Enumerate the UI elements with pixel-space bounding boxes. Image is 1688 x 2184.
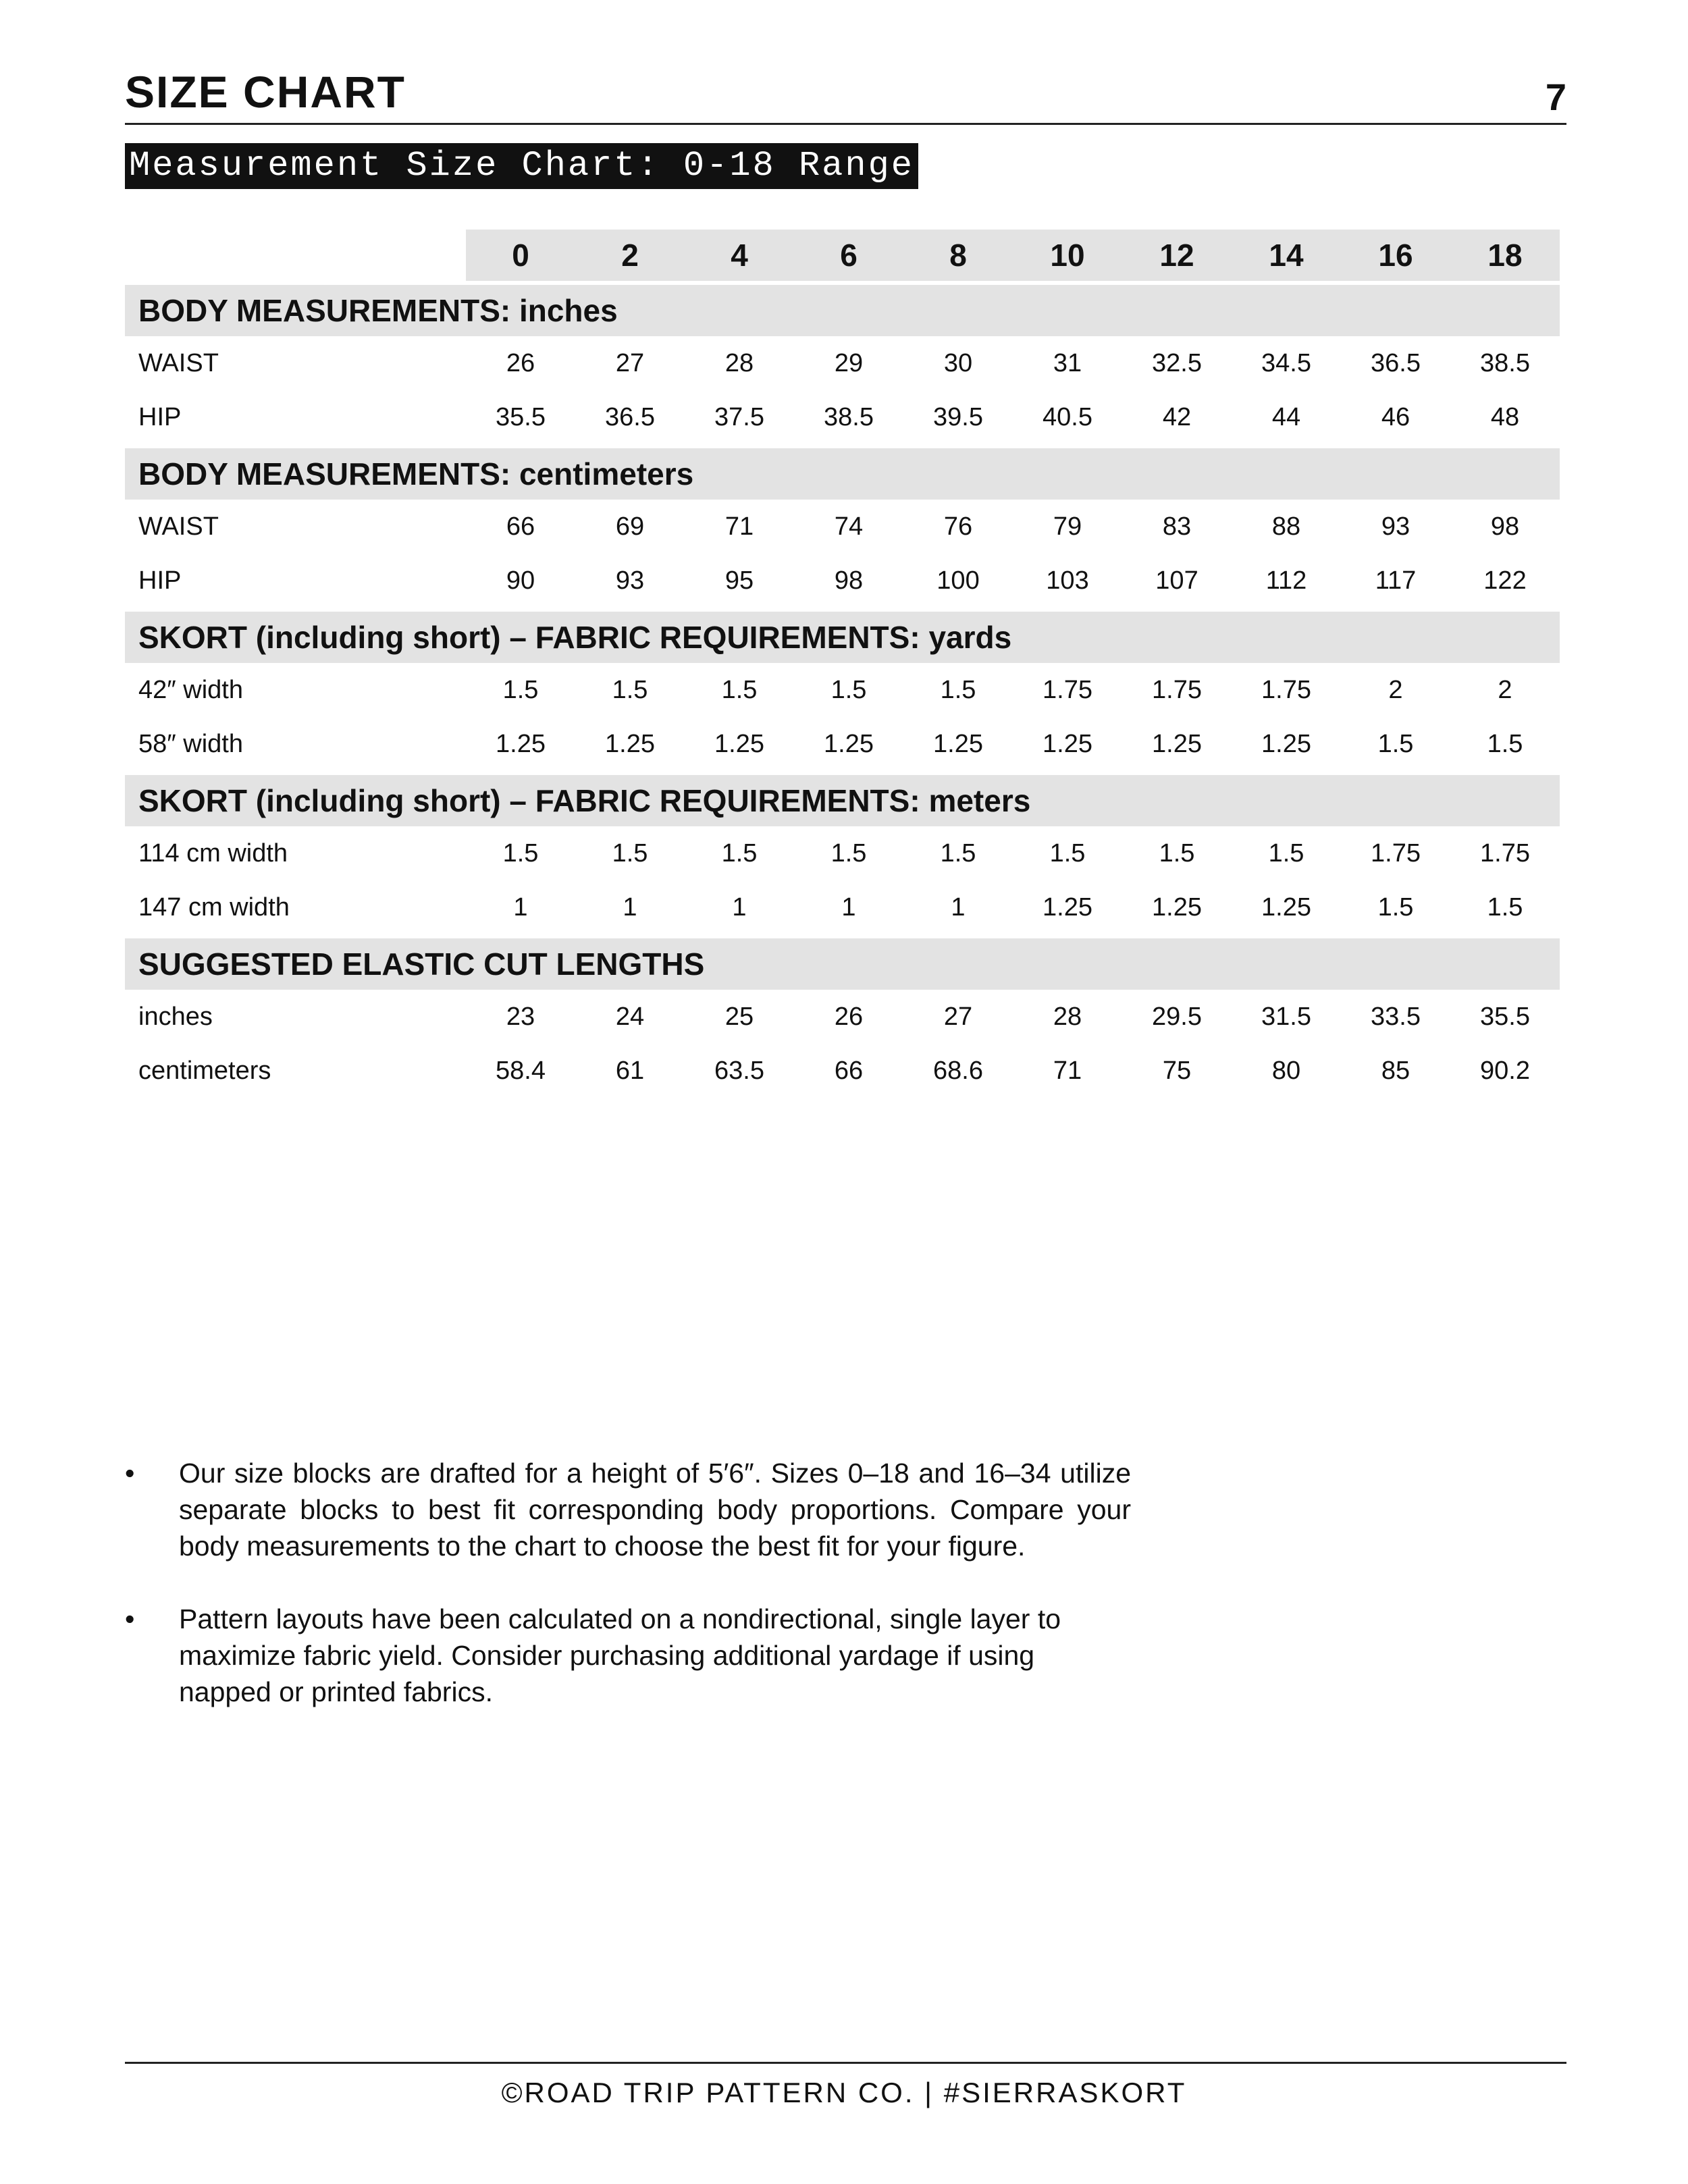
row-label: HIP [138, 402, 182, 431]
section-header-row [125, 775, 1560, 826]
table-cell: 1.5 [1377, 893, 1414, 922]
size-column-header: 16 [1341, 230, 1450, 281]
table-cell: 1.5 [940, 675, 976, 704]
table-cell: 29.5 [1152, 1002, 1202, 1031]
row-label: 147 cm width [138, 893, 290, 922]
table-cell: 35.5 [1480, 1002, 1530, 1031]
table-cell: 34.5 [1261, 348, 1311, 377]
bullet-icon: • [125, 1603, 135, 1634]
table-cell: 58.4 [496, 1056, 546, 1085]
table-cell: 1 [732, 893, 747, 922]
chart-subtitle: Measurement Size Chart: 0-18 Range [129, 146, 914, 186]
section-header-row [125, 285, 1560, 336]
table-cell: 122 [1483, 566, 1527, 595]
size-header-row [125, 230, 1560, 281]
table-cell: 29 [834, 348, 864, 377]
footer-text: ©ROAD TRIP PATTERN CO. | #SIERRASKORT [501, 2077, 1187, 2108]
section-title: BODY MEASUREMENTS: inches [125, 285, 1560, 336]
table-cell: 1.25 [1261, 729, 1311, 758]
table-cell: 103 [1046, 566, 1089, 595]
table-cell: 37.5 [714, 402, 764, 431]
table-cell: 66 [834, 1056, 864, 1085]
table-cell: 36.5 [1371, 348, 1421, 377]
table-cell: 30 [943, 348, 973, 377]
table-cell: 36.5 [605, 402, 655, 431]
table-row [125, 390, 1560, 444]
table-row [125, 500, 1560, 554]
size-column-header: 4 [685, 230, 794, 281]
table-cell: 75 [1162, 1056, 1192, 1085]
table-cell: 28 [724, 348, 754, 377]
table-cell: 40.5 [1043, 402, 1092, 431]
table-cell: 1 [623, 893, 637, 922]
table-cell: 80 [1271, 1056, 1301, 1085]
table-cell: 1.25 [824, 729, 874, 758]
table-cell: 1.5 [612, 675, 648, 704]
row-label: 42″ width [138, 675, 243, 704]
table-cell: 79 [1053, 512, 1082, 541]
table-cell: 1.5 [830, 675, 867, 704]
table-cell: 39.5 [933, 402, 983, 431]
bullet-icon: • [125, 1458, 135, 1489]
table-cell: 1.25 [933, 729, 983, 758]
table-cell: 26 [834, 1002, 864, 1031]
row-label: 58″ width [138, 729, 243, 758]
table-cell: 1.5 [502, 675, 539, 704]
table-cell: 1.75 [1371, 838, 1421, 868]
table-cell: 100 [937, 566, 980, 595]
table-cell: 1.25 [1152, 729, 1202, 758]
table-cell: 27 [943, 1002, 973, 1031]
table-cell: 27 [615, 348, 645, 377]
size-column-header: 8 [903, 230, 1013, 281]
table-cell: 33.5 [1371, 1002, 1421, 1031]
table-row [125, 663, 1560, 717]
table-cell: 1.5 [721, 675, 758, 704]
table-cell: 1.25 [1043, 893, 1092, 922]
table-cell: 31.5 [1261, 1002, 1311, 1031]
table-cell: 93 [615, 566, 645, 595]
table-cell: 28 [1053, 1002, 1082, 1031]
table-cell: 1.5 [1268, 838, 1304, 868]
note-item [125, 1455, 1131, 1564]
size-chart-table [125, 230, 1560, 1098]
table-cell: 1.5 [1049, 838, 1086, 868]
section-title: SUGGESTED ELASTIC CUT LENGTHS [125, 938, 1560, 990]
table-cell: 38.5 [824, 402, 874, 431]
table-row [125, 336, 1560, 390]
section-header-row [125, 448, 1560, 500]
table-row [125, 1044, 1560, 1098]
table-cell: 48 [1490, 402, 1520, 431]
page-title: SIZE CHART [125, 67, 406, 117]
row-label: HIP [138, 566, 182, 595]
table-cell: 44 [1271, 402, 1301, 431]
table-cell: 2 [1498, 675, 1512, 704]
table-cell: 38.5 [1480, 348, 1530, 377]
table-cell: 1.75 [1261, 675, 1311, 704]
table-cell: 26 [506, 348, 535, 377]
table-cell: 1.75 [1480, 838, 1530, 868]
table-cell: 1 [513, 893, 528, 922]
table-cell: 1.25 [1261, 893, 1311, 922]
table-cell: 1.5 [1377, 729, 1414, 758]
table-cell: 1 [841, 893, 856, 922]
size-column-header: 14 [1232, 230, 1341, 281]
table-cell: 31 [1053, 348, 1082, 377]
table-cell: 1.25 [1043, 729, 1092, 758]
size-column-header: 0 [466, 230, 575, 281]
table-cell: 1.75 [1152, 675, 1202, 704]
table-cell: 71 [1053, 1056, 1082, 1085]
table-row [125, 717, 1560, 771]
table-cell: 68.6 [933, 1056, 983, 1085]
notes-list [125, 1455, 1131, 1747]
footer-divider [125, 2062, 1566, 2064]
size-column-header: 12 [1122, 230, 1232, 281]
table-cell: 63.5 [714, 1056, 764, 1085]
table-cell: 83 [1162, 512, 1192, 541]
table-cell: 71 [724, 512, 754, 541]
size-column-header: 6 [794, 230, 903, 281]
table-cell: 1 [951, 893, 966, 922]
chart-subtitle-banner [125, 143, 918, 189]
table-cell: 88 [1271, 512, 1301, 541]
note-item [125, 1601, 1131, 1710]
table-cell: 46 [1381, 402, 1410, 431]
size-column-header: 10 [1013, 230, 1122, 281]
table-cell: 1.25 [605, 729, 655, 758]
table-cell: 98 [834, 566, 864, 595]
table-cell: 1.5 [502, 838, 539, 868]
table-row [125, 990, 1560, 1044]
table-cell: 23 [506, 1002, 535, 1031]
table-cell: 42 [1162, 402, 1192, 431]
row-label: WAIST [138, 348, 219, 377]
size-column-header: 2 [575, 230, 685, 281]
row-label: inches [138, 1002, 213, 1031]
table-cell: 1.5 [721, 838, 758, 868]
table-row [125, 880, 1560, 934]
table-cell: 117 [1375, 566, 1417, 595]
section-header-row [125, 612, 1560, 663]
row-label: 114 cm width [138, 838, 288, 868]
section-title: SKORT (including short) – FABRIC REQUIREMENTS: meters [125, 775, 1560, 826]
size-column-header: 18 [1450, 230, 1560, 281]
header-empty-cell [125, 230, 466, 281]
table-cell: 85 [1381, 1056, 1410, 1085]
note-text: Pattern layouts have been calculated on a nondirectional, single layer to maximize fabric yield. Consider purchasing additional yardage if using napped or printed fabrics. [179, 1603, 1061, 1707]
table-cell: 61 [615, 1056, 645, 1085]
table-row [125, 554, 1560, 608]
section-header-row [125, 938, 1560, 990]
table-cell: 1.5 [830, 838, 867, 868]
section-title: SKORT (including short) – FABRIC REQUIREMENTS: yards [125, 612, 1560, 663]
table-cell: 93 [1381, 512, 1410, 541]
table-cell: 74 [834, 512, 864, 541]
row-label: WAIST [138, 512, 219, 541]
table-cell: 69 [615, 512, 645, 541]
table-cell: 25 [724, 1002, 754, 1031]
table-cell: 1.5 [940, 838, 976, 868]
table-cell: 1.75 [1043, 675, 1092, 704]
table-cell: 32.5 [1152, 348, 1202, 377]
table-cell: 1.25 [714, 729, 764, 758]
table-cell: 112 [1265, 566, 1307, 595]
table-cell: 1.5 [1487, 893, 1523, 922]
page-number: 7 [1545, 76, 1566, 118]
table-cell: 107 [1155, 566, 1198, 595]
note-text: Our size blocks are drafted for a height of 5′6″. Sizes 0–18 and 16–34 utilize separate blocks to best fit corresponding body proportions. Compare your body measurements to the chart to choose the best fit for your figure. [179, 1458, 1131, 1562]
table-cell: 1.5 [1159, 838, 1195, 868]
table-cell: 66 [506, 512, 535, 541]
table-cell: 98 [1490, 512, 1520, 541]
table-cell: 35.5 [496, 402, 546, 431]
table-cell: 1.5 [612, 838, 648, 868]
header-divider [125, 123, 1566, 125]
table-cell: 90 [506, 566, 535, 595]
table-cell: 1.25 [1152, 893, 1202, 922]
table-cell: 95 [724, 566, 754, 595]
table-cell: 76 [943, 512, 973, 541]
table-cell: 90.2 [1480, 1056, 1530, 1085]
table-cell: 2 [1388, 675, 1403, 704]
table-cell: 1.25 [496, 729, 546, 758]
section-title: BODY MEASUREMENTS: centimeters [125, 448, 1560, 500]
row-label: centimeters [138, 1056, 271, 1085]
table-cell: 24 [615, 1002, 645, 1031]
table-cell: 1.5 [1487, 729, 1523, 758]
table-row [125, 826, 1560, 880]
